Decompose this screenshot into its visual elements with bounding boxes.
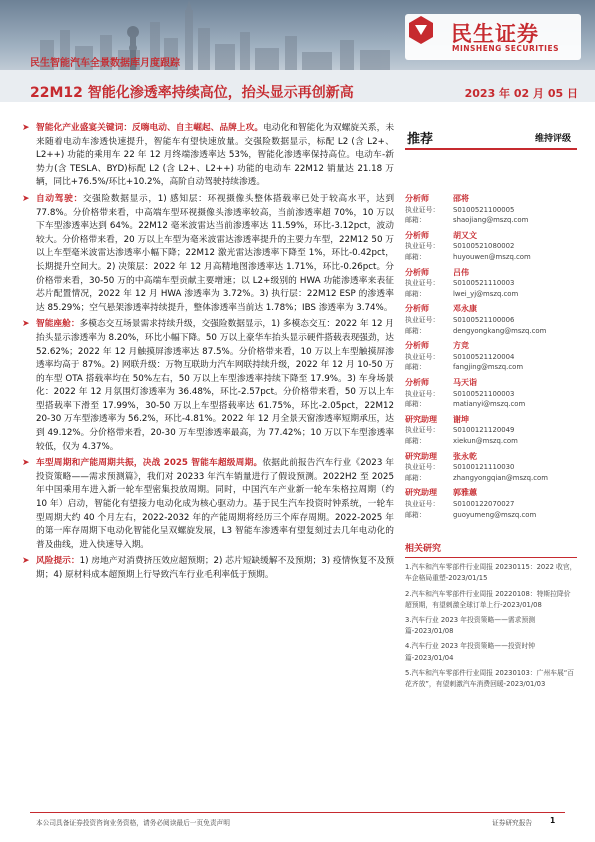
- analyst-role: 研究助理: [405, 451, 437, 461]
- analyst-name-row: [405, 194, 577, 205]
- analyst-email-row: [405, 326, 577, 337]
- rating-box: [405, 122, 577, 150]
- paragraph-text: 1) 房地产对消费挤压效应超预期；2) 芯片短缺缓解不及预期；3) 疫情恢复不及预期；4) 原材料成本超预期上行导致汽车行业毛利率低于预期。: [36, 556, 395, 580]
- analyst-license: S0100122070027: [453, 499, 515, 508]
- analyst-role: 研究助理: [405, 488, 437, 498]
- analyst-license-row: [405, 499, 577, 510]
- analyst-name: 谢坤: [453, 414, 469, 424]
- report-body: [22, 122, 395, 586]
- analyst-email-label: 邮箱：: [405, 363, 426, 372]
- recommend-label: 推荐: [407, 132, 434, 147]
- paragraph-keyword: 智能化产业盛宴关键词：反嗨电动、自主崛起、品牌上攻。: [36, 123, 264, 133]
- paragraph-text: 依据此前报告汽车行业《2023 年投资策略——需求预测篇》，我们对 20233 年汽车销量进行了假设预测。2022H2 至 2025 年中国乘用车进入新一轮车型密集投放周期。同时，中国汽车产业新一轮车朱格拉周期（约 10 年）启动，智能化有望接力电动化成为核心驱动力。基于民生汽车投资时钟系统，一轮车型周期大约 40 个月左右，2022-2032 年的产能周期将经历三个库存周期。2022-2025 年的第一库存周期下电动化智能化呈双螺旋发展，L3 智能车渗透率有望复刻过去几年电动化的普及曲线，进入快速导入期。: [36, 458, 395, 550]
- analyst-email: guoyumeng@mszq.com: [453, 510, 537, 519]
- analyst-license: S0100521080002: [453, 242, 515, 251]
- paragraph-smart-cockpit: [22, 318, 394, 454]
- rating-label: 维持评级: [534, 134, 571, 144]
- analyst-license-label: 执业证号：: [405, 426, 440, 435]
- analyst-card: [405, 452, 577, 489]
- paragraph-keyword: 车型周期和产能周期共振，决战 2025 智能车超级周期。: [36, 458, 263, 469]
- analyst-name-row: [405, 268, 577, 279]
- page-number: 1: [550, 816, 556, 825]
- analyst-role: 分析师: [405, 304, 429, 314]
- paragraph-risk: [22, 555, 395, 582]
- analyst-email: shaojiang@mszq.com: [453, 216, 529, 225]
- analyst-license-label: 执业证号：: [405, 205, 440, 214]
- series-title: 民生智能汽车全景数据库月度跟踪: [30, 58, 180, 69]
- analyst-license: S0100521110003: [453, 279, 515, 288]
- analyst-license-label: 执业证号：: [405, 279, 440, 288]
- analyst-name: 方竞: [453, 341, 469, 351]
- analyst-role: 研究助理: [405, 414, 437, 424]
- analyst-name-row: [405, 452, 577, 463]
- analyst-license-row: [405, 462, 577, 473]
- analyst-email-label: 邮箱：: [405, 510, 426, 519]
- analyst-license: S0100521120004: [453, 352, 515, 361]
- analyst-email: xiekun@mszq.com: [453, 436, 518, 445]
- analyst-card: [405, 304, 577, 341]
- logo-text-en: MINSHENG SECURITIES: [452, 44, 559, 53]
- report-date: 2023 年 02 月 05 日: [464, 87, 578, 100]
- paragraph-keyword: 智能座舱：: [36, 319, 80, 330]
- analyst-license-row: [405, 389, 577, 400]
- paragraph-text: 电动化和智能化为双螺旋关系，未来随着电动车渗透快速提升，智能车有望快速放量。交强险数据显示，标配 L2 (含 L2+、L2++) 功能的乘用车 22 年 12 月终端渗透率达 53%，智能化渗透率保持高位。电动车-新势力(含 TESLA、BYD)标配 L2 (含 L2+、L2++) 功能的电动车 22M12 销量达 21.18 万辆，同比+76.5%/环比+10.2%，高阶自动驾驶持续渗透。: [36, 123, 395, 188]
- related-research-title: 相关研究: [405, 541, 577, 558]
- analyst-license-row: [405, 241, 577, 252]
- analyst-email-row: [405, 473, 577, 484]
- header-banner: [0, 0, 595, 102]
- analyst-name-row: [405, 341, 577, 352]
- analyst-name: 马天诣: [453, 377, 477, 387]
- analyst-email-label: 邮箱：: [405, 252, 426, 261]
- analyst-name-row: [405, 304, 577, 315]
- paragraph-cycle: [22, 457, 395, 552]
- arrow-bullet-icon: ➤: [22, 319, 30, 330]
- analyst-card: [405, 341, 577, 378]
- analyst-email-row: [405, 362, 577, 373]
- paragraph-autonomous-driving: [22, 193, 395, 315]
- analyst-name: 邵将: [453, 194, 469, 203]
- analyst-name: 郭雅蕙: [453, 488, 477, 498]
- analyst-license-row: [405, 352, 577, 363]
- analyst-name-row: [405, 231, 577, 242]
- minsheng-logo-icon: [405, 14, 437, 46]
- analyst-card: [405, 378, 577, 415]
- analyst-name: 张永乾: [453, 451, 477, 461]
- analyst-role: 分析师: [405, 267, 429, 277]
- analyst-role: 分析师: [405, 230, 429, 240]
- analyst-license-label: 执业证号：: [405, 463, 440, 472]
- analyst-license: S0100521100005: [453, 205, 515, 214]
- analyst-name: 邓永康: [453, 304, 477, 314]
- analyst-role: 分析师: [405, 341, 429, 351]
- paragraph-keyword: 自动驾驶：: [36, 193, 83, 204]
- arrow-bullet-icon: ➤: [22, 556, 30, 567]
- related-research-item: 5.汽车和汽车零部件行业周报 20230103：广州车展“百花齐放”，有望刺激汽车消费回暖-2023/01/03: [405, 668, 575, 688]
- analyst-email-row: [405, 289, 577, 300]
- related-research: [405, 541, 577, 690]
- analyst-license-label: 执业证号：: [405, 315, 440, 324]
- analyst-name: 胡又文: [453, 230, 477, 240]
- paragraph-text: 交强险数据显示，1) 感知层：环视摄像头整体搭载率已处于较高水平，达到 77.8%。分价格带来看，中高端车型环视摄像头渗透率较高，当前渗透率超 70%，10 万以下车型渗透率达到 64%。22M12 毫米波雷达当前渗透率达 11.59%，环比-3.12pct，波动较大。分价格带来看，20 万以上车型为毫米波雷达渗透率提升的主要力车型，22M12 50 万以上车型毫米波雷达渗透率小幅下降；22M12 激光雷达渗透率下降至 1%，环比-0.42pct，长期提升空间大。2) 决策层：2022 年 12 月高精地图渗透率达 1.71%，环比-0.26pct。分价格带来看，30-50 万的中高端车型贡献主要增速；以 L2+级别的 HWA 功能渗透率来表征芯片配置情况，2022 年 12 月 HWA 渗透率为 3.72%。3) 执行层：22M12 ESP 的渗透率达 85.29%；空气悬架渗透率持续提升，整体渗透率当前达 1.78%；IBS 渗透率为 3.74%。: [36, 193, 395, 313]
- analyst-email: dengyongkang@mszq.com: [453, 326, 547, 335]
- analyst-name-row: [405, 378, 577, 389]
- analyst-license-row: [405, 205, 577, 216]
- paragraph-industry: [22, 122, 395, 190]
- analyst-license-row: [405, 315, 577, 326]
- arrow-bullet-icon: ➤: [22, 458, 30, 469]
- sidebar: [405, 122, 577, 690]
- analyst-email: huyouwen@mszq.com: [453, 252, 531, 261]
- related-research-list: [405, 562, 577, 690]
- minsheng-logo: [405, 14, 581, 60]
- logo-text-cn: 民生证券: [451, 22, 539, 46]
- footer-divider: [30, 812, 565, 813]
- arrow-bullet-icon: ➤: [22, 123, 30, 133]
- analyst-name-row: [405, 415, 577, 426]
- analyst-list: [405, 194, 577, 525]
- analyst-email-label: 邮箱：: [405, 400, 426, 409]
- analyst-license-row: [405, 425, 577, 436]
- analyst-license-label: 执业证号：: [405, 389, 440, 398]
- analyst-license: S0100121120049: [453, 426, 515, 435]
- analyst-role: 分析师: [405, 377, 429, 387]
- paragraph-keyword: 风险提示：: [36, 556, 80, 567]
- analyst-card: [405, 194, 577, 231]
- analyst-email-label: 邮箱：: [405, 216, 426, 225]
- analyst-email-row: [405, 399, 577, 410]
- analyst-email-label: 邮箱：: [405, 473, 426, 482]
- related-research-item: 3.汽车行业 2023 年投资策略——需求预测篇-2023/01/08: [405, 615, 536, 636]
- analyst-email-row: [405, 510, 577, 521]
- analyst-email: fangjing@mszq.com: [453, 363, 524, 372]
- analyst-card: [405, 488, 577, 525]
- analyst-card: [405, 415, 577, 452]
- analyst-email: matianyi@mszq.com: [453, 400, 526, 409]
- related-research-item: 2.汽车和汽车零部件行业周报 20220108：特斯拉降价超预期，有望刺激全球订单上行-2023/01/08: [405, 589, 571, 609]
- report-title: 22M12 智能化渗透率持续高位，抬头显示再创新高: [30, 85, 354, 101]
- analyst-name-row: [405, 488, 577, 499]
- analyst-card: [405, 231, 577, 268]
- analyst-license: S0100121110030: [453, 463, 515, 472]
- footer-report-type: 证券研究报告: [492, 819, 533, 827]
- analyst-license-label: 执业证号：: [405, 499, 440, 508]
- arrow-bullet-icon: ➤: [22, 193, 30, 204]
- analyst-email: zhangyongqian@mszq.com: [453, 473, 548, 482]
- analyst-license-label: 执业证号：: [405, 352, 440, 361]
- analyst-email-row: [405, 215, 577, 226]
- analyst-email-row: [405, 436, 577, 447]
- analyst-license: S0100521100006: [453, 315, 515, 324]
- footer-disclaimer: 本公司具备证券投资咨询业务资格，请务必阅读最后一页免责声明: [36, 819, 230, 827]
- analyst-email: lwei_yj@mszq.com: [453, 289, 519, 298]
- related-research-item: 4.汽车行业 2023 年投资策略——投资时钟篇-2023/01/04: [405, 642, 536, 662]
- related-research-item: 1.汽车和汽车零部件行业周报 20230115：2022 收官，车企格局重塑-2023/01/15: [405, 563, 577, 583]
- analyst-email-label: 邮箱：: [405, 436, 426, 445]
- analyst-name: 吕伟: [453, 267, 469, 277]
- analyst-email-label: 邮箱：: [405, 289, 426, 298]
- analyst-role: 分析师: [405, 194, 429, 203]
- analyst-email-label: 邮箱：: [405, 326, 426, 335]
- paragraph-text: 多模态交互场景需求持续升级，交强险数据显示，1) 多模态交互：2022 年 12 月抬头显示渗透率为 8.20%，环比小幅下降。50 万以上豪华车抬头显示硬件搭载表现强劲，达 52.62%；2022 年 12 月触摸屏渗透率达 87.5%。分价格带来看，10 万以上车型触摸屏渗透率均高于 87%。2) 网联升级：万物互联助力汽车网联持续升级，2022 年 12 月 10-50 万的车型 OTA 搭载率均在 50%左右，50 万以上车型渗透率持续下降至 17.9%。3) 车身场景化：2022 年 12 月氛围灯渗透率为 36.48%，环比-2.57pct。分价格带来看，50 万以上车型搭载率下滑至 17.99%，30-50 万以上车型搭载率达 61.75%，环比-2.05pct，22M12 20-30 万车型渗透率为 56.2%，环比-4.81%。2022 年 12 月全景天窗渗透率短期承压，达到 49.12%。分价格带来看，20-30 万车型渗透率最高，为 77.42%；10 万以下车型渗透率较低，仅为 4.37%。: [36, 319, 394, 452]
- analyst-license: S0100521100003: [453, 389, 515, 398]
- analyst-license-label: 执业证号：: [405, 242, 440, 251]
- analyst-card: [405, 268, 577, 305]
- analyst-license-row: [405, 278, 577, 289]
- analyst-email-row: [405, 252, 577, 263]
